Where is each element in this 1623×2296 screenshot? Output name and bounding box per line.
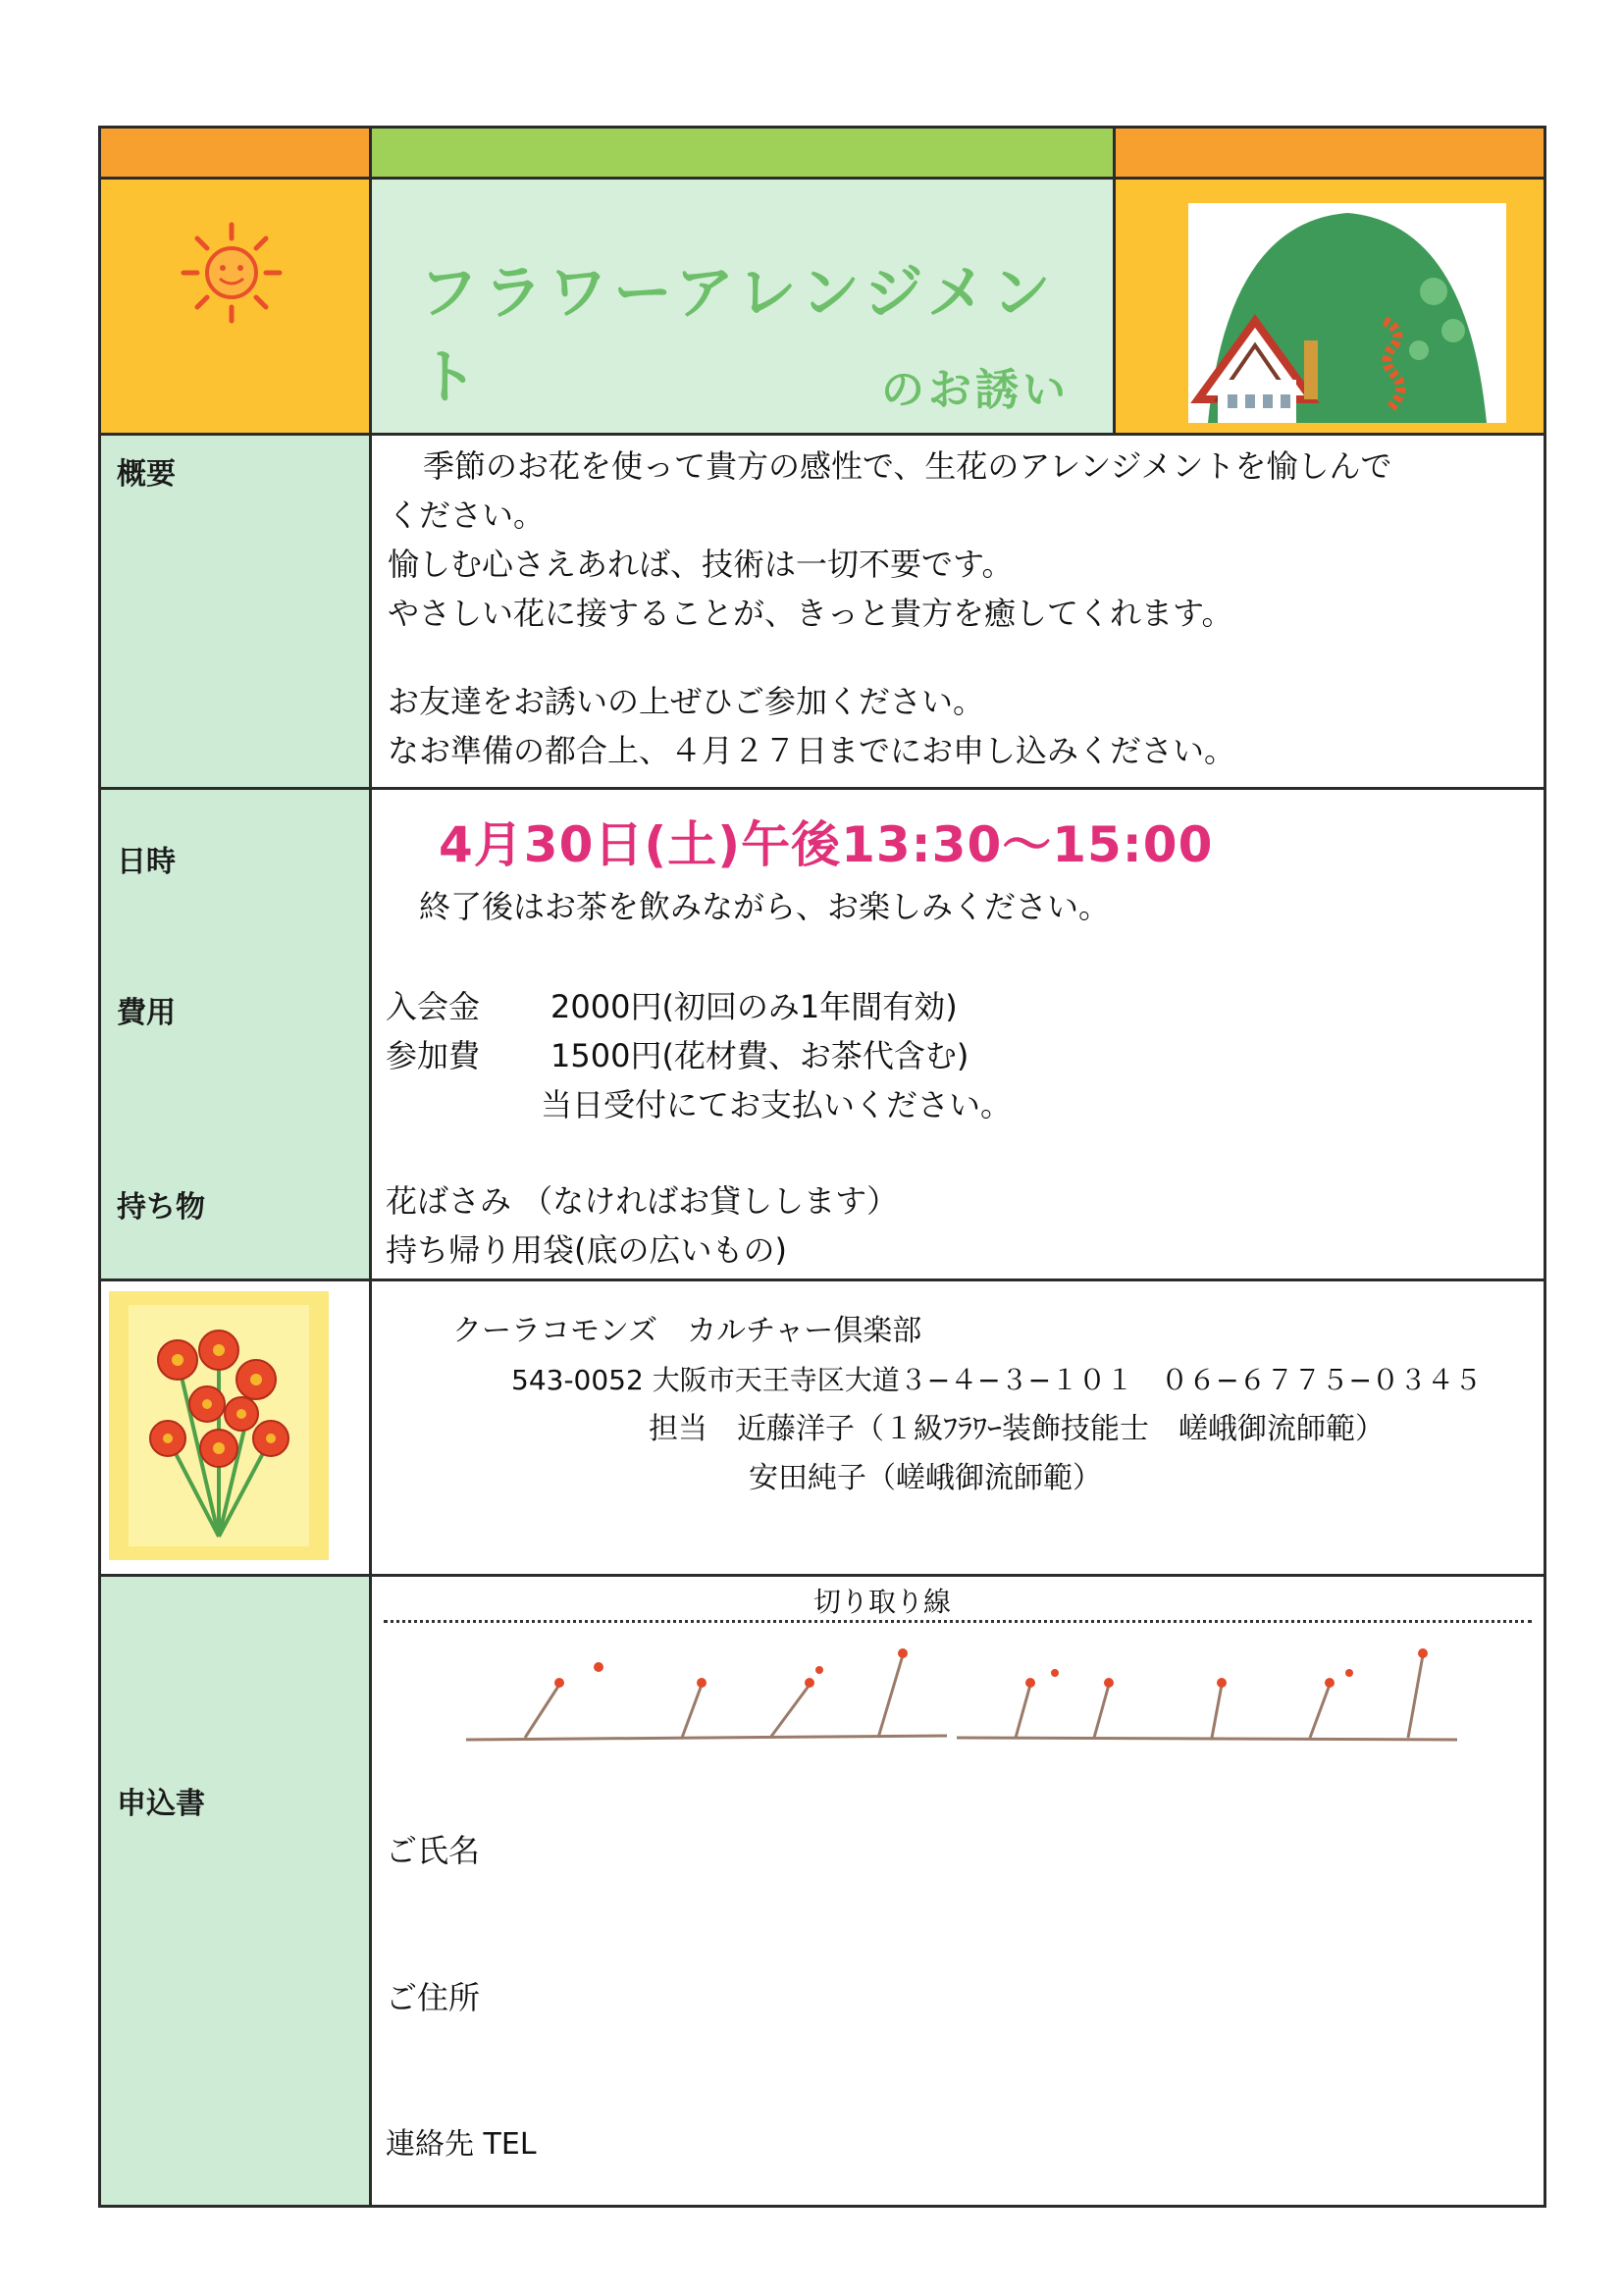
- fee-item-amount: 2000円(初回のみ1年間有効): [550, 988, 958, 1025]
- page-title: フラワーアレンジメント: [419, 259, 1057, 412]
- items-label: 持ち物: [117, 1190, 205, 1225]
- overview-text-cell: [372, 436, 1544, 787]
- flower-picture-cell: [101, 1281, 372, 1574]
- application-row: [101, 1577, 1544, 2205]
- overview-line: 季節のお花を使って貴方の感性で、生花のアレンジメントを愉しんで: [423, 447, 1392, 485]
- header-row: [101, 129, 1544, 433]
- items-line: 持ち帰り用袋(底の広いもの): [386, 1231, 787, 1269]
- organizer-row: [101, 1281, 1544, 1574]
- orange-strip-right: [1116, 129, 1544, 180]
- cut-line-label: 切り取り線: [813, 1586, 952, 1618]
- form-field-address: ご住所: [386, 1979, 481, 2016]
- overview-line: なお準備の都合上、４月２７日までにお申し込みください。: [388, 732, 1236, 769]
- flyer-sheet: [98, 126, 1546, 2208]
- form-field-phone: 連絡先 TEL: [386, 2127, 537, 2162]
- hill-house-illustration: [1188, 203, 1506, 423]
- organizer-staff: 安田純子（嵯峨御流師範）: [749, 1461, 1102, 1495]
- title-cell: [372, 129, 1116, 433]
- datetime-value: 4月30日(土)午後13:30〜15:00: [439, 816, 1214, 873]
- details-text-cell: [372, 790, 1544, 1278]
- overview-label: 概要: [117, 457, 176, 492]
- fee-note: 当日受付にてお支払いください。: [541, 1086, 1013, 1123]
- fee-item-name: 参加費: [386, 1037, 481, 1074]
- application-label: 申込書: [117, 1787, 205, 1821]
- fee-label: 費用: [117, 996, 176, 1030]
- form-field-name: ご氏名: [386, 1832, 481, 1869]
- overview-line: ください。: [388, 496, 546, 534]
- datetime-note: 終了後はお茶を飲みながら、お楽しみください。: [419, 888, 1111, 925]
- flower-bouquet-illustration: [109, 1291, 329, 1560]
- fee-item-name: 入会金: [386, 988, 481, 1025]
- sun-icon: [178, 219, 286, 327]
- overview-line: お友達をお誘いの上ぜひご参加ください。: [388, 683, 985, 720]
- overview-line: やさしい花に接することが、きっと貴方を癒してくれます。: [388, 595, 1233, 632]
- application-form-cell: [372, 1577, 1544, 2205]
- items-line: 花ばさみ （なければお貸しします）: [386, 1182, 899, 1220]
- details-label-cell: [101, 790, 372, 1278]
- organizer-staff: 担当 近藤洋子（１級ﾌﾗﾜｰ装飾技能士 嵯峨御流師範）: [649, 1412, 1385, 1446]
- overview-row: [101, 436, 1544, 787]
- sun-cell: [101, 129, 372, 433]
- organizer-text-cell: [372, 1281, 1544, 1574]
- datetime-label: 日時: [117, 845, 176, 879]
- fee-item-amount: 1500円(花材費、お茶代含む): [550, 1037, 969, 1074]
- page-subtitle: のお誘い: [881, 365, 1070, 415]
- cut-line: [384, 1620, 1532, 1623]
- details-row: [101, 790, 1544, 1278]
- overview-line: 愉しむ心さえあれば、技術は一切不要です。: [388, 546, 1014, 583]
- flower-sprig-border: [466, 1645, 1457, 1744]
- green-strip: [372, 129, 1113, 180]
- organizer-name: クーラコモンズ カルチャー倶楽部: [452, 1314, 922, 1348]
- overview-label-cell: [101, 436, 372, 787]
- organizer-address: 543-0052 大阪市天王寺区大道３−４−３−１０１ ０６−６７７５−０３４５: [511, 1364, 1483, 1396]
- application-label-cell: [101, 1577, 372, 2205]
- hill-cell: [1116, 129, 1544, 433]
- orange-strip: [101, 129, 369, 180]
